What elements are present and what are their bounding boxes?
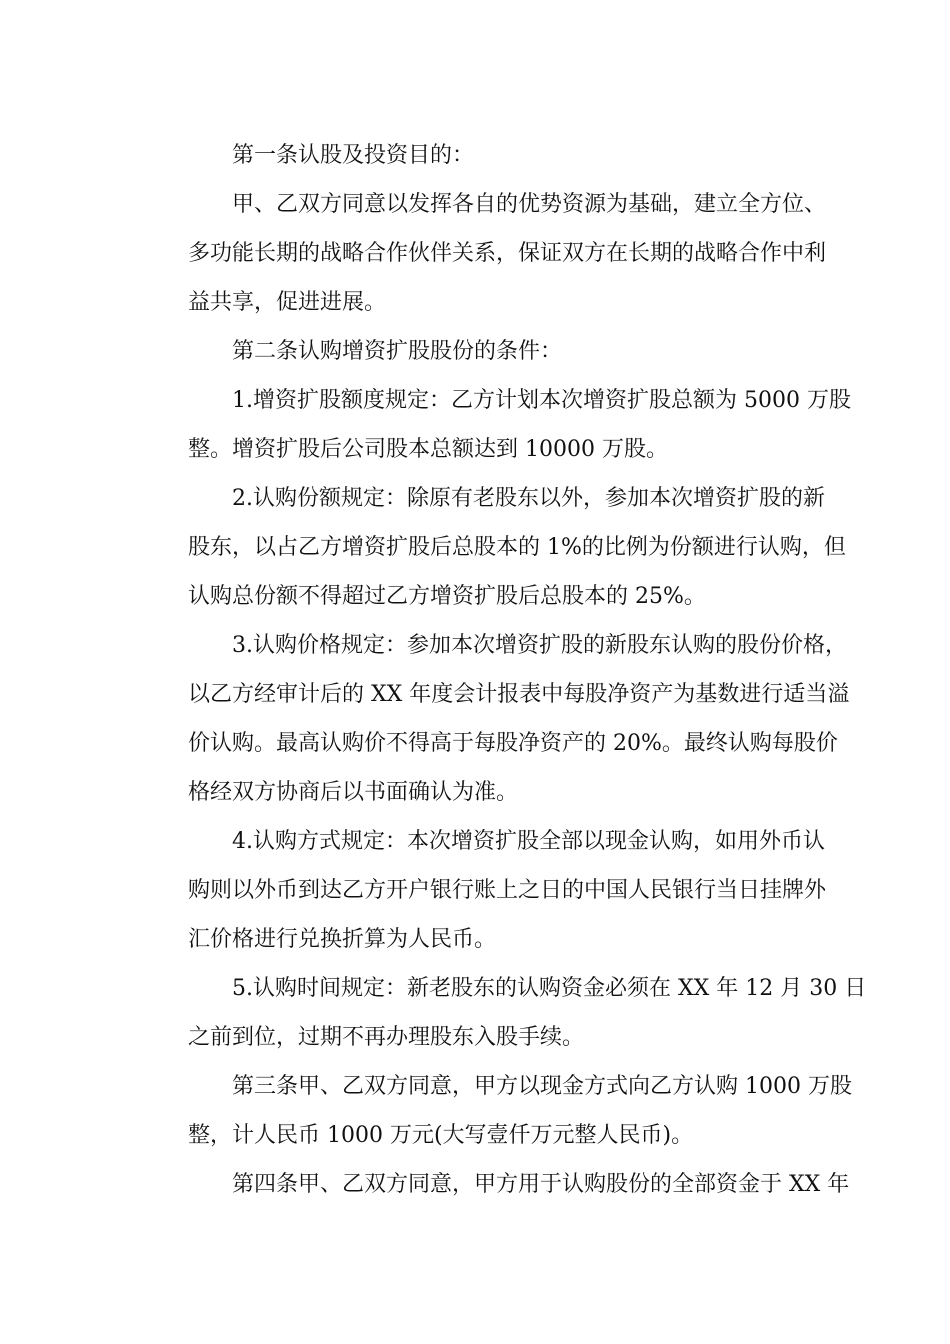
- paragraph-article-2-heading: [144, 327, 816, 376]
- paragraph-article-3: [144, 1062, 852, 1160]
- text-line: 1.增资扩股额度规定：乙方计划本次增资扩股总额为 5000 万股: [232, 388, 851, 413]
- paragraph-article-4: [144, 1160, 850, 1209]
- text-line: 整，计人民币 1000 万元(大写壹仟万元整人民币)。: [188, 1123, 694, 1148]
- text-line: 甲、乙双方同意以发挥各自的优势资源为基础，建立全方位、: [232, 192, 827, 217]
- text-line: 格经双方协商后以书面确认为准。: [188, 780, 519, 805]
- text-line: 第一条认股及投资目的：: [232, 143, 475, 168]
- text-line: 多功能长期的战略合作伙伴关系，保证双方在长期的战略合作中利: [188, 241, 827, 266]
- text-line: 5.认购时间规定：新老股东的认购资金必须在 XX 年 12 月 30 日: [232, 976, 867, 1001]
- text-line: 第二条认购增资扩股股份的条件：: [232, 339, 563, 364]
- paragraph-clause-5: [144, 964, 867, 1062]
- text-line: 之前到位，过期不再办理股东入股手续。: [188, 1025, 585, 1050]
- text-line: 2.认购份额规定：除原有老股东以外，参加本次增资扩股的新: [232, 486, 825, 511]
- document-body: [144, 131, 867, 1209]
- text-line: 价认购。最高认购价不得高于每股净资产的 20%。最终认购每股价: [188, 731, 838, 756]
- text-line: 以乙方经审计后的 XX 年度会计报表中每股净资产为基数进行适当溢: [188, 682, 850, 707]
- paragraph-article-1-body: [144, 180, 827, 327]
- text-line: 第三条甲、乙双方同意，甲方以现金方式向乙方认购 1000 万股: [232, 1074, 852, 1099]
- text-line: 购则以外币到达乙方开户银行账上之日的中国人民银行当日挂牌外: [188, 878, 827, 903]
- text-line: 3.认购价格规定：参加本次增资扩股的新股东认购的股份价格，: [232, 633, 847, 658]
- paragraph-clause-4: [144, 817, 827, 964]
- text-line: 汇价格进行兑换折算为人民币。: [188, 927, 497, 952]
- text-line: 股东，以占乙方增资扩股后总股本的 1%的比例为份额进行认购，但: [188, 535, 846, 560]
- text-line: 4.认购方式规定：本次增资扩股全部以现金认购，如用外币认: [232, 829, 825, 854]
- paragraph-clause-2: [144, 474, 846, 621]
- paragraph-article-1-heading: [144, 131, 816, 180]
- paragraph-clause-1: [144, 376, 851, 474]
- paragraph-clause-3: [144, 621, 850, 817]
- text-line: 益共享，促进进展。: [188, 290, 387, 315]
- text-line: 整。增资扩股后公司股本总额达到 10000 万股。: [188, 437, 668, 462]
- text-line: 第四条甲、乙双方同意，甲方用于认购股份的全部资金于 XX 年: [232, 1172, 850, 1197]
- text-line: 认购总份额不得超过乙方增资扩股后总股本的 25%。: [188, 584, 706, 609]
